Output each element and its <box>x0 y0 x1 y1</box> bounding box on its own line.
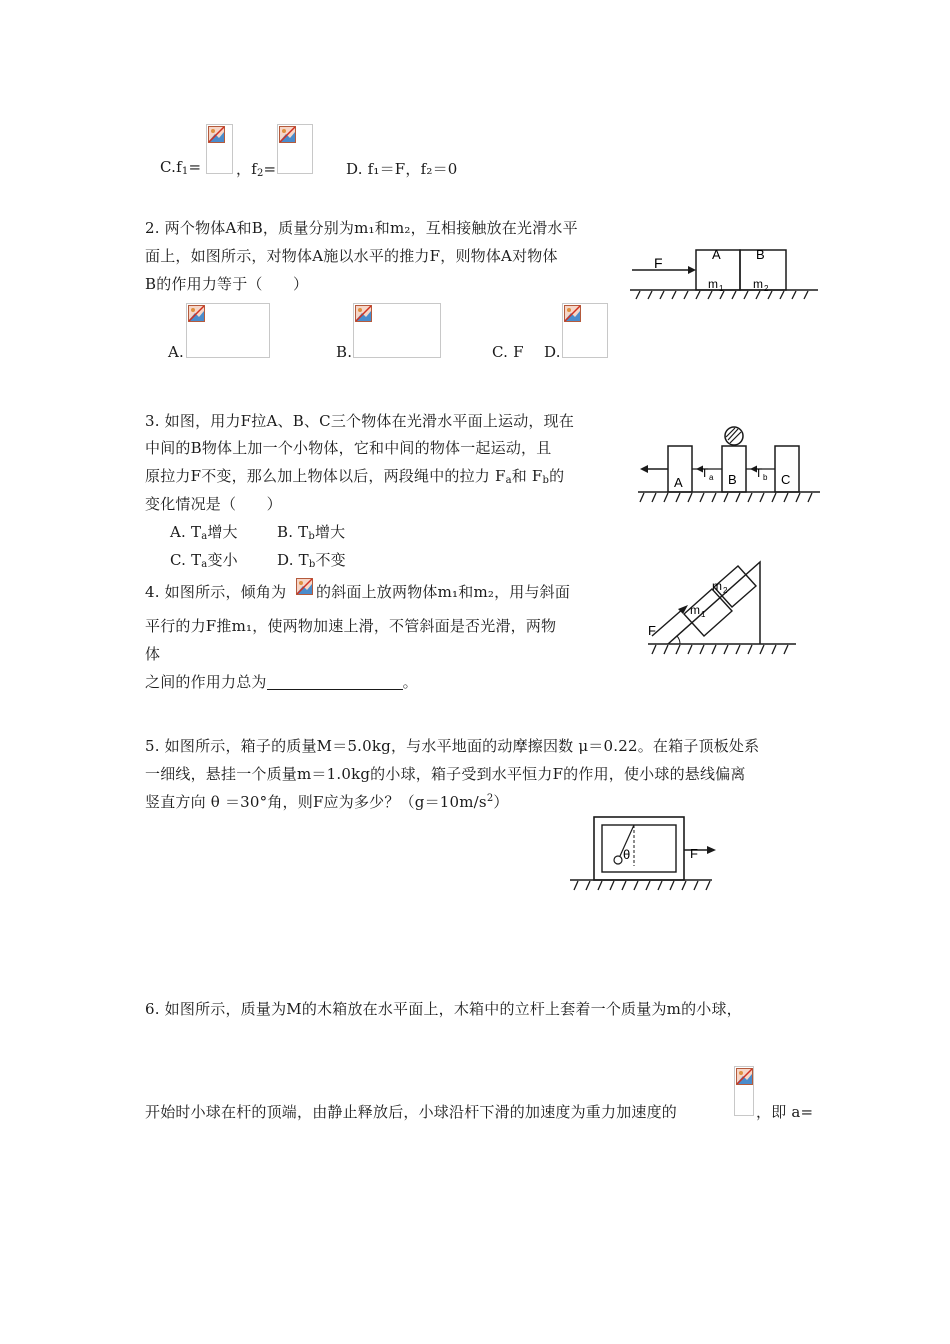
q2-stem-line1: 2. 两个物体A和B，质量分别为m₁和m₂，互相接触放在光滑水平 <box>145 219 578 237</box>
broken-image-icon <box>736 1068 753 1085</box>
q2-option-c: C. F <box>492 343 524 361</box>
q5-figure <box>566 814 716 894</box>
label-ta: T <box>701 466 709 480</box>
q2-option-b-image <box>353 303 441 358</box>
q3-option-c: C. $T_a$变小 <box>170 551 238 570</box>
q3-stem-line2: 中间的B物体上加一个小物体，它和中间的物体一起运动，且 <box>145 439 552 457</box>
q3-stem-line4: 变化情况是（ ） <box>145 495 282 513</box>
broken-image-icon <box>355 305 372 322</box>
broken-image-icon <box>188 305 205 322</box>
q1-option-d: D. f₁＝F，f₂＝0 <box>346 160 458 178</box>
q6-stem-line2: 开始时小球在杆的顶端，由静止释放后，小球沿杆下滑的加速度为重力加速度的 <box>145 1103 678 1121</box>
q6-stem-line1: 6. 如图所示，质量为M的木箱放在水平面上，木箱中的立杆上套着一个质量为m的小球， <box>145 1000 742 1018</box>
box-outer <box>594 817 684 880</box>
label-theta: θ <box>623 847 631 862</box>
q1-option-c: $C.f_1=$ <box>160 158 202 177</box>
label-m2: m <box>753 277 763 291</box>
q3-option-d: D. $T_b$不变 <box>277 551 346 570</box>
broken-image-icon <box>208 126 225 143</box>
label-m2: m <box>712 579 722 593</box>
q3-figure <box>634 420 824 508</box>
q2-figure <box>628 244 820 300</box>
q2-option-d-image <box>562 303 608 358</box>
box-inner <box>602 825 676 872</box>
q4-stem-line2: 平行的力F推m₁，使两物加速上滑，不管斜面是否光滑，两物 <box>145 617 557 635</box>
q5-stem-line3: 竖直方向 θ ＝30°角，则F应为多少？$(g=10m/s^2)$ <box>145 793 509 811</box>
force-arrow-icon <box>688 266 696 274</box>
broken-image-icon <box>564 305 581 322</box>
ball-icon <box>614 856 622 864</box>
label-c: C <box>781 472 791 487</box>
q4-stem-line1b: 的斜面上放两物体m₁和m₂，用与斜面 <box>316 583 571 601</box>
formula-image-f2 <box>277 124 313 174</box>
label-b: B <box>728 472 737 487</box>
q2-stem-line3: B的作用力等于（ ） <box>145 275 309 293</box>
q2-option-d-label: D. <box>544 343 561 361</box>
q2-stem-line2: 面上，如图所示，对物体A施以水平的推力F，则物体A对物体 <box>145 247 558 265</box>
label-f: F <box>648 623 656 638</box>
q1-option-c-sep: ，$f_2=$ <box>236 160 277 179</box>
q3-stem-line3: 原拉力F不变，那么加上物体以后，两段绳中的拉力 $F_a$和 $F_b$的 <box>145 467 565 486</box>
label-tb: T <box>755 466 763 480</box>
broken-image-icon <box>279 126 296 143</box>
label-m1-sub: 1 <box>701 610 706 619</box>
formula-image-fraction <box>734 1066 754 1116</box>
label-f: F <box>654 255 663 271</box>
label-m1-sub: 1 <box>719 284 724 293</box>
label-a: A <box>674 475 683 490</box>
broken-image-icon <box>296 578 313 595</box>
answer-blank[interactable] <box>267 675 403 690</box>
label-b: B <box>756 247 765 262</box>
q5-stem-line2: 一细线，悬挂一个质量m＝1.0kg的小球，箱子受到水平恒力F的作用，使小球的悬线偏离 <box>145 765 746 783</box>
formula-image-f1 <box>206 124 233 174</box>
q3-option-b: B. $T_b$增大 <box>277 523 346 542</box>
label-a: A <box>712 247 721 262</box>
label-m2-sub: 2 <box>764 284 769 293</box>
label-m1: m <box>690 603 700 617</box>
q4-stem-line3: 体 <box>145 645 161 663</box>
label-m1: m <box>708 277 718 291</box>
q2-option-a-image <box>186 303 270 358</box>
q4-stem-line4: 之间的作用力总为 。 <box>145 673 418 691</box>
label-ta-sub: a <box>709 473 714 482</box>
label-m2-sub: 2 <box>723 586 728 595</box>
q2-option-b-label: B. <box>336 343 353 361</box>
formula-image-angle <box>296 578 315 597</box>
pull-force-arrow-icon <box>640 465 648 473</box>
force-arrow-icon <box>707 846 716 854</box>
label-f: F <box>690 846 698 861</box>
q6-stem-line2-end: ，即 a= <box>756 1103 814 1121</box>
q2-option-a-label: A. <box>168 343 185 361</box>
q3-option-a: A. $T_a$增大 <box>170 523 238 542</box>
q4-figure <box>646 560 806 660</box>
q3-stem-line1: 3. 如图，用力F拉A、B、C三个物体在光滑水平面上运动，现在 <box>145 412 575 430</box>
label-tb-sub: b <box>763 473 768 482</box>
q4-stem-line1a: 4. 如图所示，倾角为 <box>145 583 287 601</box>
q5-stem-line1: 5. 如图所示，箱子的质量M＝5.0kg，与水平地面的动摩擦因数 μ＝0.22。在箱子顶板处系 <box>145 737 760 755</box>
